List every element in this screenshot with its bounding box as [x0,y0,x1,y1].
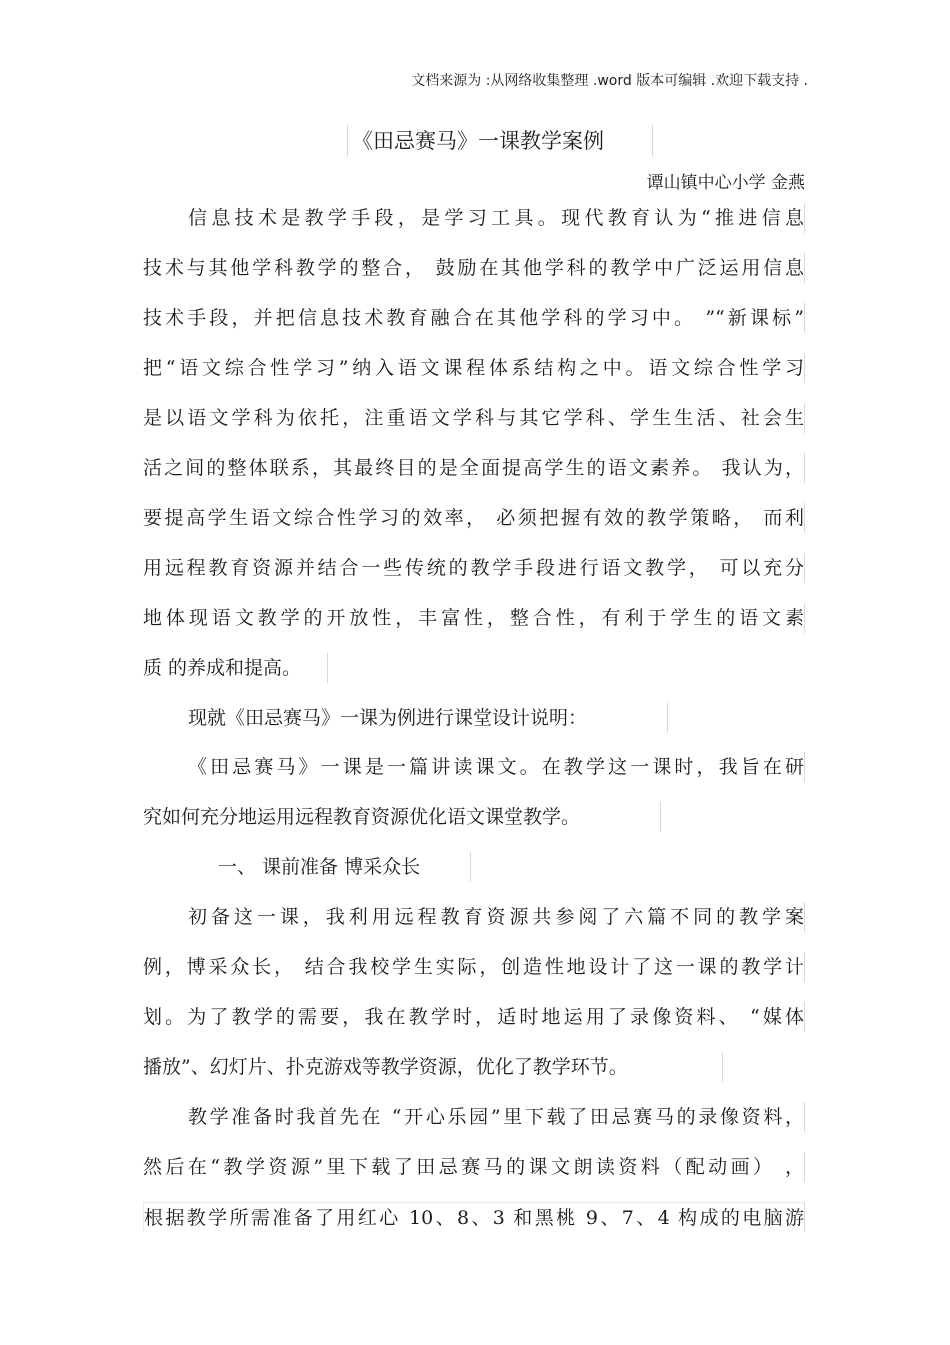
paragraph-line: 信息技术是教学手段，是学习工具。现代教育认为“推进信息 [143,203,805,233]
paragraph-line: 初备这一课，我利用远程教育资源共参阅了六篇不同的教学案 [143,902,805,932]
author-line: 谭山镇中心小学 金燕 [646,173,805,193]
paragraph-line: 然后在“教学资源”里下载了田忌赛马的课文朗读资料（配动画） ， [143,1152,805,1182]
paragraph-line: 播放”、幻灯片、扑克游戏等教学资源，优化了教学环节。 [143,1052,723,1082]
paragraph-line: 例，博采众长， 结合我校学生实际，创造性地设计了这一课的教学计 [143,952,805,982]
paragraph-line: 教学准备时我首先在 “开心乐园”里下载了田忌赛马的录像资料， [143,1102,805,1132]
paragraph-line: 技术手段，并把信息技术教育融合在其他学科的学习中。 ”“新课标” [143,303,805,333]
paragraph-line: 《田忌赛马》一课是一篇讲读课文。在教学这一课时，我旨在研 [143,752,805,782]
paragraph-line: 把“语文综合性学习”纳入语文课程体系结构之中。语文综合性学习 [143,353,805,383]
paragraph-line: 要提高学生语文综合性学习的效率， 必须把握有效的教学策略， 而利 [143,503,805,533]
paragraph-line: 技术与其他学科教学的整合， 鼓励在其他学科的教学中广泛运用信息 [143,253,805,283]
paragraph-line: 划。为了教学的需要，我在教学时，适时地运用了录像资料、 “媒体 [143,1002,805,1032]
paragraph-line: 现就《田忌赛马》一课为例进行课堂设计说明： [143,703,668,733]
paragraph-line: 用远程教育资源并结合一些传统的教学手段进行语文教学， 可以充分 [143,553,805,583]
header-note: 文档来源为 :从网络收集整理 .word 版本可编辑 .欢迎下载支持 . [411,73,808,89]
paragraph-line: 活之间的整体联系，其最终目的是全面提高学生的语文素养。 我认为， [143,453,805,483]
paragraph-line: 根据教学所需准备了用红心 10、8、3 和黑桃 9、7、4 构成的电脑游 [143,1202,805,1232]
document-title: 《田忌赛马》一课教学案例 [347,125,653,157]
paragraph-line: 究如何充分地运用远程教育资源优化语文课堂教学。 [143,802,661,832]
paragraph-line: 地体现语文教学的开放性，丰富性，整合性，有利于学生的语文素 [143,603,805,633]
section-heading: 一、 课前准备 博采众长 [143,852,471,882]
paragraph-line: 质 的养成和提高。 [143,653,328,683]
paragraph-line: 是以语文学科为依托，注重语文学科与其它学科、学生生活、社会生 [143,403,805,433]
